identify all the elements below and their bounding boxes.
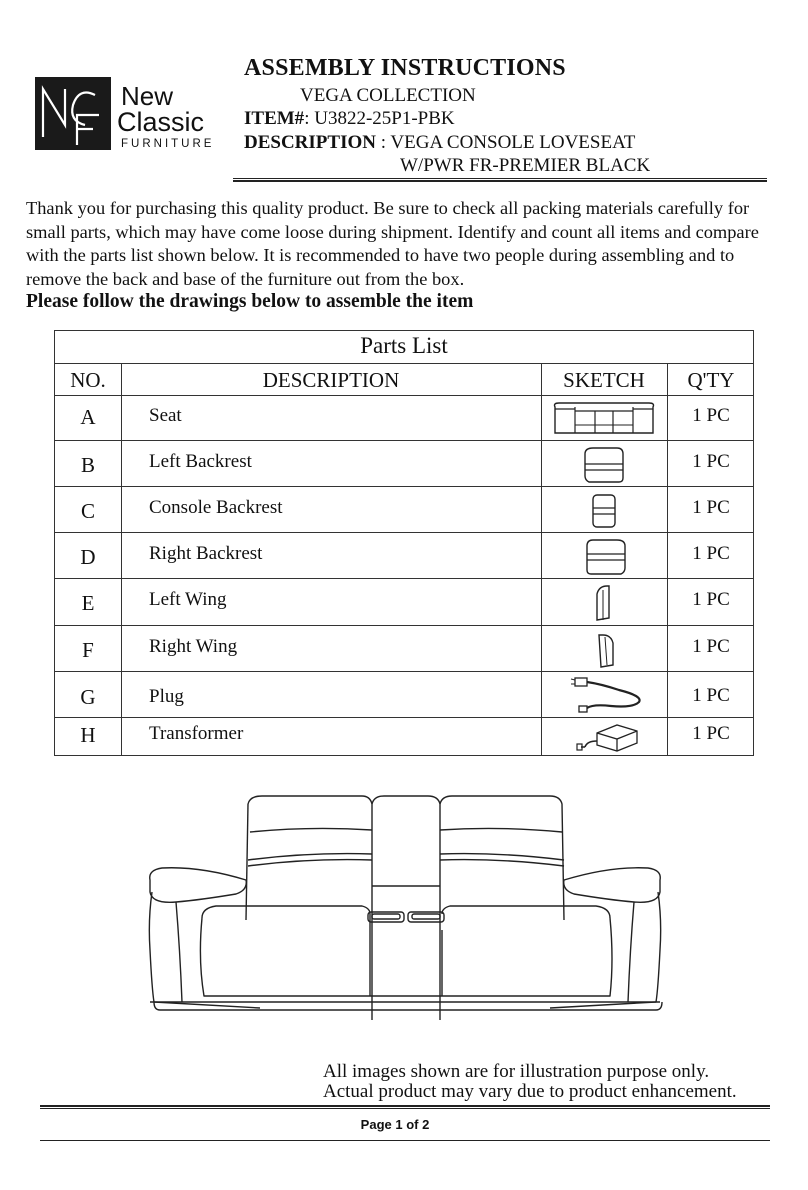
part-no: G (80, 685, 96, 709)
table-row (55, 626, 753, 672)
item-description (244, 132, 635, 154)
part-qty: 1 PC (692, 685, 730, 706)
table-row (55, 533, 753, 579)
header-rule (233, 178, 767, 182)
svg-text:FURNITURE: FURNITURE (121, 138, 215, 150)
right-wing-icon (541, 629, 667, 669)
illustration-disclaimer (323, 1062, 737, 1102)
footer-rule-top (40, 1105, 770, 1109)
item-value: : U3822-25P1-PBK (304, 108, 455, 129)
description-value: : VEGA CONSOLE LOVESEAT (375, 132, 636, 153)
transformer-icon (541, 719, 667, 755)
part-description: Left Wing (149, 589, 227, 610)
parts-list-table (54, 330, 754, 756)
col-header-description: DESCRIPTION (262, 368, 400, 392)
part-description: Console Backrest (149, 497, 283, 518)
col-header-qty: Q'TY (687, 368, 735, 392)
part-qty: 1 PC (692, 589, 730, 610)
part-no: C (80, 499, 95, 523)
parts-list-caption: Parts List (55, 331, 753, 364)
disclaimer-line-1: All images shown are for illustration purpose only. (323, 1061, 710, 1082)
loveseat-illustration (140, 790, 670, 1020)
svg-text:Classic: Classic (117, 107, 205, 137)
document-title: ASSEMBLY INSTRUCTIONS (244, 55, 566, 81)
part-description: Plug (149, 686, 184, 707)
part-description: Left Backrest (149, 451, 252, 472)
description-label: DESCRIPTION (244, 132, 376, 153)
table-row (55, 397, 753, 441)
part-no: B (80, 453, 95, 477)
svg-text:New: New (121, 81, 174, 111)
col-header-no: NO. (70, 368, 106, 392)
plug-icon (541, 674, 667, 716)
new-classic-furniture-logo (33, 75, 227, 152)
table-row (55, 672, 753, 718)
part-qty: 1 PC (692, 723, 730, 744)
page-number: Page 1 of 2 (360, 1117, 430, 1132)
right-backrest-icon (541, 536, 667, 576)
seat-icon (541, 399, 667, 439)
table-body (55, 397, 753, 756)
item-label: ITEM# (244, 108, 305, 129)
part-qty: 1 PC (692, 543, 730, 564)
part-qty: 1 PC (692, 405, 730, 426)
intro-paragraph: Thank you for purchasing this quality product. Be sure to check all packing materials carefully for small parts, which may have come loose during shipment. Identify and count all items and compare with the parts list shown below. It is recommended to have two people during assembling and to remove the back and base of the furniture out from the box. (26, 198, 759, 289)
item-number (244, 108, 455, 130)
left-backrest-icon (541, 444, 667, 484)
col-header-sketch: SKETCH (563, 368, 645, 392)
part-qty: 1 PC (692, 497, 730, 518)
part-no: A (80, 405, 96, 429)
part-description: Transformer (149, 723, 244, 744)
console-backrest-icon (541, 490, 667, 530)
instruction-heading: Please follow the drawings below to assemble the item (26, 291, 474, 312)
part-qty: 1 PC (692, 451, 730, 472)
part-description: Right Backrest (149, 543, 263, 564)
collection-name: VEGA COLLECTION (300, 85, 476, 106)
left-wing-icon (541, 582, 667, 622)
part-qty: 1 PC (692, 636, 730, 657)
part-no: D (80, 545, 96, 569)
table-row (55, 579, 753, 626)
table-header-row (55, 364, 753, 396)
table-row (55, 441, 753, 487)
part-no: H (80, 723, 96, 747)
footer-rule-bottom (40, 1140, 770, 1141)
part-description: Seat (149, 405, 182, 426)
part-no: F (82, 638, 94, 662)
table-row (55, 487, 753, 533)
part-description: Right Wing (149, 636, 238, 657)
table-row (55, 718, 753, 756)
disclaimer-line-2: Actual product may vary due to product enhancement. (323, 1081, 737, 1102)
description-continued: W/PWR FR-PREMIER BLACK (400, 155, 651, 176)
part-no: E (81, 591, 95, 615)
